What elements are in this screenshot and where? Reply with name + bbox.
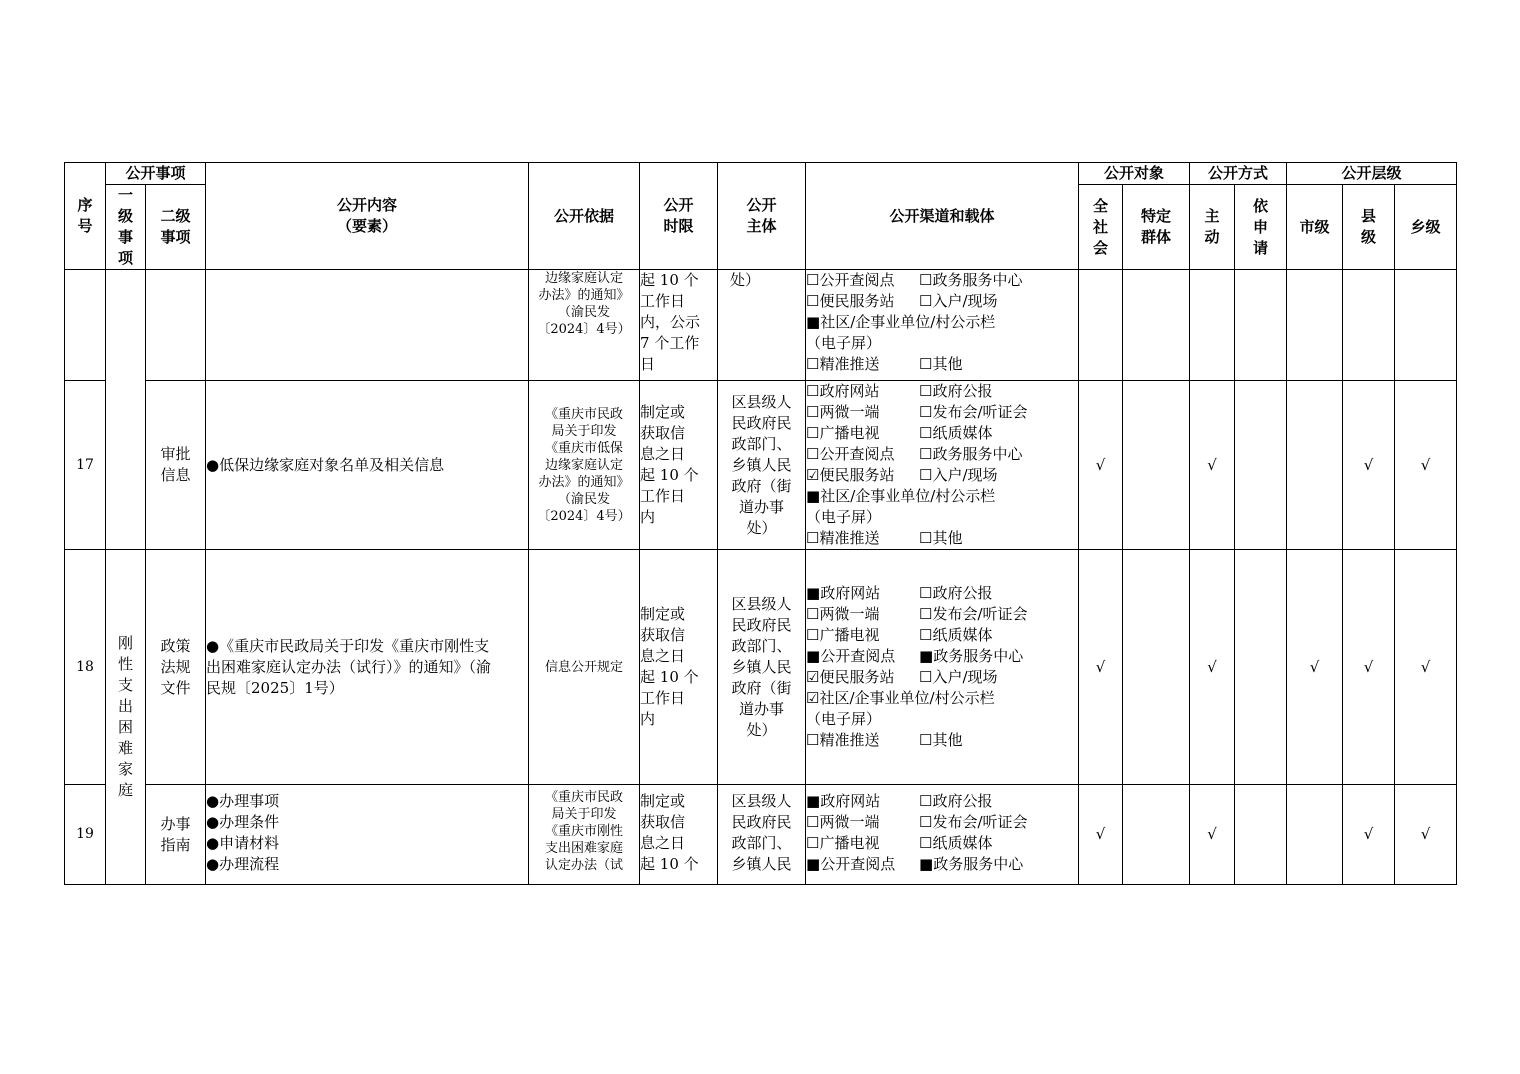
channel-option: ☐其他: [919, 731, 963, 749]
header-level1: [106, 185, 146, 270]
seq-cell: 17: [65, 381, 106, 550]
text-line: 处）: [746, 720, 777, 739]
level1-cell: [106, 270, 146, 550]
subject-cell: [718, 785, 806, 885]
text-line: （渝民发: [558, 305, 611, 320]
target-specific-cell: [1123, 381, 1190, 550]
text-line: 内，公示: [640, 313, 701, 331]
header-level: 公开层级: [1287, 163, 1457, 185]
text-line: 文件: [160, 678, 191, 697]
time-limit-cell: [640, 381, 718, 550]
text-line: 《重庆市低保: [545, 440, 624, 456]
text-line: 内: [640, 508, 656, 526]
channel-row: [806, 486, 1078, 507]
table-row: [65, 785, 1457, 885]
text-line: 民规〔2025〕1号）: [206, 678, 344, 697]
text-line: 请: [1253, 238, 1269, 257]
channel-option: ☐纸质媒体: [919, 424, 993, 442]
time-limit-cell: [640, 785, 718, 885]
text-line: 处）: [730, 271, 761, 289]
target-specific-cell: [1123, 550, 1190, 785]
channel-row: [806, 791, 1078, 812]
target-all-cell: √: [1079, 381, 1123, 550]
channel-option: ☐政府网站: [806, 382, 880, 400]
channel-option: ☐精准推送: [806, 529, 880, 547]
text-line: 序: [77, 196, 93, 214]
channel-option: ☐便民服务站: [806, 292, 895, 310]
text-line: 支出困难家庭: [545, 841, 624, 856]
level-town-cell: √: [1395, 550, 1457, 785]
channel-option: ☐纸质媒体: [919, 626, 993, 644]
level-town-cell: [1395, 270, 1457, 381]
channel-row: [806, 354, 1078, 375]
channel-row: [806, 423, 1078, 444]
text-line: 民政府民: [731, 413, 792, 432]
content-cell: [206, 785, 529, 885]
time-limit-cell: [640, 270, 718, 381]
text-line: 指南: [160, 835, 191, 854]
level-town-cell: √: [1395, 785, 1457, 885]
channel-option: ☑社区/企事业单位/村公示栏: [806, 689, 995, 707]
text-line: （要素）: [337, 217, 398, 235]
method-active-cell: √: [1190, 550, 1235, 785]
header-target: 公开对象: [1079, 163, 1190, 185]
method-request-cell: [1235, 270, 1287, 381]
method-request-cell: [1235, 550, 1287, 785]
text-line: 法规: [160, 657, 191, 676]
table-row: [65, 270, 1457, 381]
level-city-cell: [1287, 785, 1343, 885]
text-line: 刚: [117, 634, 133, 652]
channel-option: ☐纸质媒体: [919, 834, 993, 852]
text-line: 起 10 个: [640, 466, 699, 484]
text-line: 道办事: [739, 699, 785, 718]
channel-option: ■政务服务中心: [919, 855, 1024, 873]
text-line: 边缘家庭认定: [545, 271, 624, 286]
target-specific-cell: [1123, 270, 1190, 381]
channel-option: ☐入户/现场: [919, 292, 998, 310]
channel-option: ☑便民服务站: [806, 668, 895, 686]
channel-option: ☐广播电视: [806, 626, 880, 644]
channel-row: [806, 270, 1078, 291]
level2-cell: [146, 270, 206, 381]
text-line: 支: [117, 676, 133, 694]
subject-cell: [718, 550, 806, 785]
text-line: 事: [117, 228, 133, 246]
subject-cell: [718, 270, 806, 381]
text-line: 号: [77, 217, 93, 235]
text-line: 日: [640, 355, 656, 373]
channel-option: ■社区/企事业单位/村公示栏: [806, 487, 996, 505]
text-line: 局关于印发: [551, 807, 617, 822]
text-line: 道办事: [739, 497, 785, 516]
method-request-cell: [1235, 381, 1287, 550]
header-level-town: 乡级: [1395, 185, 1457, 270]
text-line: ●《重庆市民政局关于印发《重庆市刚性支: [206, 636, 490, 655]
text-line: 县: [1361, 207, 1377, 225]
text-line: 局关于印发: [551, 423, 617, 439]
text-line: 办法》的通知》: [538, 474, 630, 490]
text-line: 息之日: [640, 445, 686, 463]
text-line: 民政府民: [731, 615, 792, 634]
target-all-cell: √: [1079, 785, 1123, 885]
text-line: 乡镇人民: [731, 455, 792, 474]
header-level-county: [1343, 185, 1395, 270]
text-line: 出: [117, 697, 133, 715]
text-line: ●低保边缘家庭对象名单及相关信息: [206, 455, 445, 474]
text-line: （渝民发: [558, 491, 611, 507]
channel-option: ☐其他: [919, 529, 963, 547]
text-line: 息之日: [640, 647, 686, 665]
target-specific-cell: [1123, 785, 1190, 885]
text-line: 出困难家庭认定办法（试行）》的通知》（渝: [206, 657, 492, 676]
channel-option: ☐政府公报: [919, 584, 993, 602]
text-line: 主: [1204, 207, 1220, 225]
level2-cell: [146, 785, 206, 885]
channel-option: ☐政务服务中心: [919, 271, 1023, 289]
text-line: ●办理流程: [206, 855, 280, 873]
level2-cell: [146, 550, 206, 785]
channel-row: [806, 688, 1078, 709]
text-line: 家: [117, 760, 133, 778]
text-line: 区县级人: [731, 392, 792, 411]
channel-row: [806, 854, 1078, 875]
text-line: 群体: [1141, 228, 1172, 246]
text-line: 起 10 个: [640, 271, 699, 289]
channel-option: ☐政府公报: [919, 382, 993, 400]
channel-option: ☐广播电视: [806, 424, 880, 442]
text-line: 项: [117, 249, 133, 267]
level2-cell: [146, 381, 206, 550]
text-line: 获取信: [640, 424, 686, 442]
channel-option: ☑便民服务站: [806, 466, 895, 484]
text-line: 民政府民: [731, 813, 792, 831]
channel-option: ■政务服务中心: [919, 647, 1024, 665]
basis-cell: [529, 270, 640, 381]
channel-row: [806, 583, 1078, 604]
channel-option: ■政府网站: [806, 584, 881, 602]
text-line: 政部门、: [731, 434, 792, 453]
level-county-cell: √: [1343, 381, 1395, 550]
header-method-request: [1235, 185, 1287, 270]
channel-option: （电子屏）: [806, 710, 882, 728]
channel-option: ■公开查阅点: [806, 647, 896, 665]
disclosure-table: [64, 162, 1457, 885]
channel-row: [806, 812, 1078, 833]
text-line: 庭: [117, 781, 133, 799]
basis-cell: [529, 550, 640, 785]
text-line: 办法》的通知》: [538, 288, 630, 303]
channel-option: ☐两微一端: [806, 403, 880, 421]
channels-cell: [806, 550, 1079, 785]
text-line: ●办理条件: [206, 813, 280, 831]
channel-row: [806, 625, 1078, 646]
text-line: 《重庆市民政: [545, 406, 624, 422]
channels-cell: [806, 270, 1079, 381]
channel-row: [806, 646, 1078, 667]
channel-row: [806, 291, 1078, 312]
text-line: 《重庆市刚性: [545, 824, 624, 839]
subject-cell: [718, 381, 806, 550]
channel-option: ■政府网站: [806, 792, 881, 810]
channel-option: ☐发布会/听证会: [919, 403, 1028, 421]
text-line: 起 10 个: [640, 668, 699, 686]
content-cell: [206, 381, 529, 550]
channel-row: [806, 312, 1078, 333]
text-line: 处）: [746, 518, 777, 537]
channel-option: ☐精准推送: [806, 731, 880, 749]
text-line: 信息: [160, 466, 191, 484]
text-line: 政府（街: [731, 678, 792, 697]
text-line: 工作日: [640, 292, 686, 310]
level-city-cell: [1287, 270, 1343, 381]
header-basis: 公开依据: [529, 163, 640, 270]
header-target-all: [1079, 185, 1123, 270]
channel-row: [806, 333, 1078, 354]
header-seq: [65, 163, 106, 270]
text-line: 起 10 个: [640, 855, 699, 873]
text-line: 政策: [160, 636, 191, 655]
table-row: [65, 550, 1457, 785]
header-method-active: [1190, 185, 1235, 270]
text-line: 级: [1361, 228, 1377, 246]
text-line: 制定或: [640, 605, 686, 623]
level-county-cell: [1343, 270, 1395, 381]
content-cell: [206, 550, 529, 785]
text-line: ●办理事项: [206, 792, 280, 810]
header-level-city: 市级: [1287, 185, 1343, 270]
text-line: 《重庆市民政: [545, 790, 624, 805]
channel-row: [806, 381, 1078, 402]
channel-option: ☐政府公报: [919, 792, 993, 810]
text-line: 乡镇人民: [731, 855, 792, 873]
method-active-cell: √: [1190, 785, 1235, 885]
channel-option: ☐精准推送: [806, 355, 880, 373]
channel-option: ☐其他: [919, 355, 963, 373]
level-city-cell: [1287, 381, 1343, 550]
channel-row: [806, 730, 1078, 751]
text-line: 性: [117, 655, 133, 673]
text-line: 审批: [160, 445, 191, 463]
method-active-cell: √: [1190, 381, 1235, 550]
text-line: 信息公开规定: [545, 659, 624, 675]
channel-option: ☐政务服务中心: [919, 445, 1023, 463]
text-line: 公开内容: [337, 196, 398, 214]
text-line: 认定办法（试: [545, 858, 624, 873]
time-limit-cell: [640, 550, 718, 785]
text-line: 全: [1093, 196, 1109, 215]
header-public-items: 公开事项: [106, 163, 206, 185]
text-line: 依: [1253, 196, 1269, 215]
text-line: 制定或: [640, 792, 686, 810]
text-line: 社: [1093, 217, 1109, 236]
level1-cell: [106, 550, 146, 885]
channel-option: ■社区/企事业单位/村公示栏: [806, 313, 996, 331]
text-line: 工作日: [640, 689, 686, 707]
content-cell: [206, 270, 529, 381]
level-county-cell: √: [1343, 785, 1395, 885]
channel-option: （电子屏）: [806, 508, 882, 526]
text-line: 公开: [663, 196, 694, 214]
target-all-cell: √: [1079, 550, 1123, 785]
channel-option: ☐入户/现场: [919, 668, 998, 686]
text-line: 7 个工作: [640, 334, 700, 352]
text-line: 难: [117, 739, 133, 757]
text-line: 区县级人: [731, 594, 792, 613]
level-county-cell: √: [1343, 550, 1395, 785]
channel-row: [806, 402, 1078, 423]
channel-option: ☐入户/现场: [919, 466, 998, 484]
table-row: [65, 381, 1457, 550]
text-line: 内: [640, 710, 656, 728]
target-all-cell: [1079, 270, 1123, 381]
text-line: 〔2024〕4号）: [537, 322, 631, 337]
seq-cell: 19: [65, 785, 106, 885]
text-line: 申: [1253, 217, 1269, 236]
header-channels: 公开渠道和载体: [806, 163, 1079, 270]
text-line: 工作日: [640, 487, 686, 505]
text-line: 公开: [746, 196, 777, 214]
channel-option: ☐广播电视: [806, 834, 880, 852]
text-line: 乡镇人民: [731, 657, 792, 676]
text-line: 级: [117, 207, 133, 225]
text-line: 边缘家庭认定: [545, 457, 624, 473]
text-line: 制定或: [640, 403, 686, 421]
channel-option: ☐公开查阅点: [806, 271, 895, 289]
text-line: 会: [1093, 238, 1109, 257]
basis-cell: [529, 785, 640, 885]
header-content: [206, 163, 529, 270]
channel-row: [806, 604, 1078, 625]
text-line: 一: [117, 186, 133, 204]
header-subject: [718, 163, 806, 270]
channel-option: ■公开查阅点: [806, 855, 896, 873]
channels-cell: [806, 785, 1079, 885]
seq-cell: [65, 270, 106, 381]
level-city-cell: √: [1287, 550, 1343, 785]
text-line: 主体: [746, 217, 777, 235]
seq-cell: 18: [65, 550, 106, 785]
channel-row: [806, 709, 1078, 730]
text-line: 困: [117, 718, 133, 736]
text-line: 区县级人: [731, 792, 792, 810]
channel-row: [806, 465, 1078, 486]
channels-cell: [806, 381, 1079, 550]
channel-row: [806, 507, 1078, 528]
basis-cell: [529, 381, 640, 550]
header-target-specific: [1123, 185, 1190, 270]
text-line: 时限: [663, 217, 694, 235]
text-line: 动: [1204, 228, 1220, 246]
method-request-cell: [1235, 785, 1287, 885]
channel-option: ☐发布会/听证会: [919, 813, 1028, 831]
text-line: 息之日: [640, 834, 686, 852]
header-method: 公开方式: [1190, 163, 1287, 185]
text-line: 政部门、: [731, 834, 792, 852]
channel-row: [806, 667, 1078, 688]
text-line: ●申请材料: [206, 834, 280, 852]
channel-row: [806, 528, 1078, 549]
level-town-cell: √: [1395, 381, 1457, 550]
text-line: 事项: [160, 228, 191, 246]
header-time-limit: [640, 163, 718, 270]
channel-option: ☐公开查阅点: [806, 445, 895, 463]
channel-option: ☐两微一端: [806, 813, 880, 831]
text-line: 获取信: [640, 626, 686, 644]
header-level2: [146, 185, 206, 270]
text-line: 二级: [160, 207, 191, 225]
method-active-cell: [1190, 270, 1235, 381]
channel-row: [806, 444, 1078, 465]
channel-option: ☐两微一端: [806, 605, 880, 623]
channel-option: ☐发布会/听证会: [919, 605, 1028, 623]
header-row-1: [65, 163, 1457, 185]
text-line: 政部门、: [731, 636, 792, 655]
text-line: 政府（街: [731, 476, 792, 495]
text-line: 办事: [160, 814, 191, 833]
text-line: 〔2024〕4号）: [537, 508, 631, 524]
channel-row: [806, 833, 1078, 854]
text-line: 特定: [1141, 207, 1172, 225]
text-line: 获取信: [640, 813, 686, 831]
channel-option: （电子屏）: [806, 334, 882, 352]
